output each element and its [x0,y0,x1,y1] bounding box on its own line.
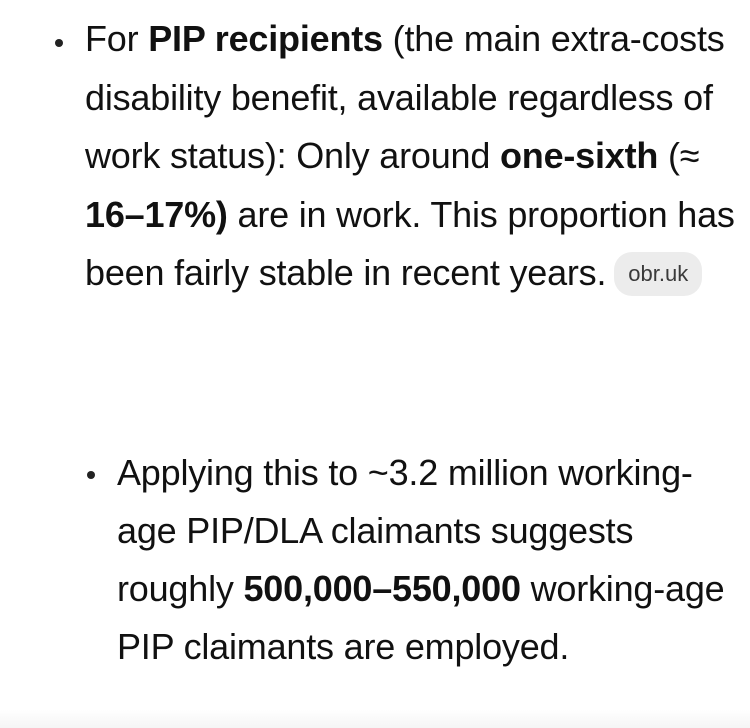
list-item-text [85,10,735,303]
text-segment: working-age PIP claimants are employed. [117,568,725,667]
text-segment: (≈ [658,135,700,176]
bold-text: 16–17%) [85,193,228,235]
list-item [85,10,735,303]
source-citation-chip[interactable]: obr.uk [614,252,702,296]
list-item-text [117,444,737,676]
bullet-dot-icon [87,471,95,479]
bullet-dot-icon [55,39,63,47]
text-segment: Applying this to ~3.2 million working-age PIP/DLA claimants suggests roughly [117,452,693,609]
list-item [117,444,737,676]
text-segment: (the main extra-costs disability benefit, available regardless of work status): Only around [85,18,725,176]
bold-text: one-sixth [499,135,659,176]
bold-text: 500,000–550,000 [243,568,521,609]
text-segment: For [85,18,149,59]
bold-text: PIP recipients [148,18,383,59]
scroll-fade [0,710,750,728]
text-segment: are in work. This proportion has been fairly stable in recent years. [85,193,735,293]
